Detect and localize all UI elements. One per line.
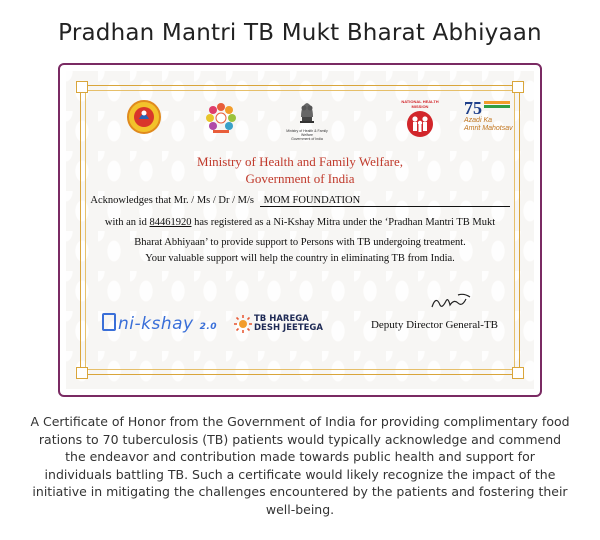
acknowledgement-prefix: Acknowledges that Mr. / Ms / Dr / M/s (90, 195, 254, 206)
tb-harega-line-2: DESH JEETEGA (254, 323, 323, 333)
registration-line (66, 217, 534, 228)
ministry-line-1: Ministry of Health and Family Welfare, (197, 154, 403, 169)
phone-icon (102, 313, 116, 331)
nhm-label: NATIONAL HEALTH MISSION (401, 99, 439, 109)
emblem-caption-ministry: Ministry of Health & Family Welfare (286, 129, 328, 137)
azadi-ka-amrit-mahotsav-icon (464, 99, 516, 133)
ministry-line-2: Government of India (245, 171, 355, 186)
signatory-title: Deputy Director General-TB (370, 319, 498, 331)
tb-harega-line-1: TB HAREGA (254, 314, 309, 324)
id-prefix: with an id (104, 217, 147, 228)
amrit-mahotsav-label-2: Amrit Mahotsav (464, 125, 513, 132)
corner-ornament (76, 81, 88, 93)
corner-ornament (512, 81, 524, 93)
national-emblem-icon (282, 99, 332, 141)
certificate (58, 63, 542, 397)
id-suffix: has registered as a Ni-Kshay Mitra under the ‘Pradhan Mantri TB Mukt (194, 217, 496, 228)
recipient-name: MOM FOUNDATION (260, 195, 510, 207)
logo-row (106, 98, 513, 143)
page-caption: A Certificate of Honor from the Government of India for providing complimentary food rations to 70 tuberculosis (TB) patients would typically acknowledge and commend the endeavor and contribution made towards public health and support for individuals battling TB. Such a certificate would likely recognize the impact of the initiative in mitigating the challenges encountered by the patients and fostering their well-being. (30, 414, 570, 517)
national-health-mission-icon (396, 99, 444, 143)
page-title: Pradhan Mantri TB Mukt Bharat Abhiyaan (58, 20, 542, 46)
acknowledgement-line (66, 195, 534, 207)
nikshay-mitra-emblem-icon (202, 99, 240, 141)
nikshay-version: 2.0 (199, 322, 218, 332)
certificate-background (66, 71, 534, 389)
nikshay-wordmark: ni-kshay (118, 314, 194, 334)
corner-ornament (512, 367, 524, 379)
amrit-mahotsav-label-1: Azadi Ka (464, 117, 493, 124)
amrit-mahotsav-number: 75 (464, 98, 482, 118)
emblem-caption-government: Government of India (291, 137, 323, 141)
ministry-heading (66, 153, 534, 187)
sun-emblem-icon (234, 315, 252, 333)
signature-icon (428, 291, 474, 317)
id-number: 84461920 (149, 217, 192, 228)
nikshay-logo (102, 313, 217, 334)
tb-harega-logo (254, 315, 323, 333)
certificate-footer (102, 307, 498, 347)
closing-line: Your valuable support will help the country in eliminating TB from India. (145, 253, 455, 264)
tb-mukt-bharat-emblem-icon (126, 99, 162, 139)
support-line: Bharat Abhiyaan’ to provide support to Persons with TB undergoing treatment. (134, 237, 466, 248)
corner-ornament (76, 367, 88, 379)
